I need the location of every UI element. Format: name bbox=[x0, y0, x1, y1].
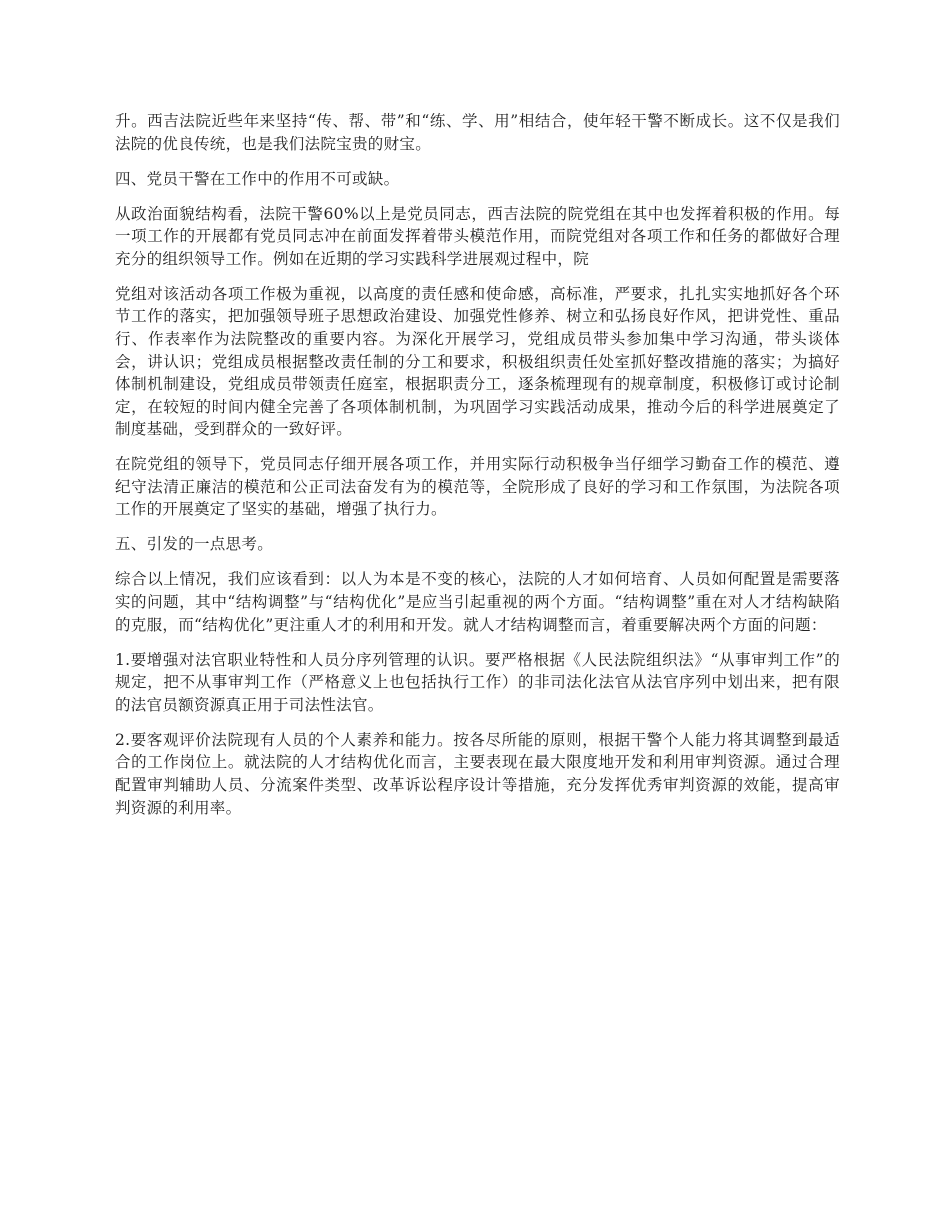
paragraph-talent-tradition: 升。西吉法院近些年来坚持“传、帮、带”和“练、学、用”相结合，使年轻干警不断成长。这不仅是我们法院的优良传统，也是我们法院宝贵的财宝。 bbox=[115, 112, 840, 153]
paragraph-reflection: 综合以上情况，我们应该看到：以人为本是不变的核心，法院的人才如何培育、人员如何配置是需要落实的问题，其中“结构调整”与“结构优化”是应当引起重视的两个方面。“结构调整”重在对人才结构缺陷的克服，而“结构优化”更注重人才的利用和开发。就人才结构调整而言，着重要解决两个方面的问题： bbox=[115, 570, 840, 634]
paragraph-party-group-work: 党组对该活动各项工作极为重视，以高度的责任感和使命感，高标准，严要求，扎扎实实地抓好各个环节工作的落实，把加强领导班子思想政治建设、加强党性修养、树立和弘扬良好作风，把讲党性、重品行、作表率作为法院整改的重要内容。为深化开展学习，党组成员带头参加集中学习沟通，带头谈体会，讲认识；党组成员根据整改责任制的分工和要求，积极组织责任处室抓好整改措施的落实；为搞好体制机制建设，党组成员带领责任庭室，根据职责分工，逐条梳理现有的规章制度，积极修订或讨论制定，在较短的时间内健全完善了各项体制机制，为巩固学习实践活动成果，推动今后的科学进展奠定了制度基础，受到群众的一致好评。 bbox=[115, 284, 840, 439]
list-item-two: 2.要客观评价法院现有人员的个人素养和能力。按各尽所能的原则，根据干警个人能力将其调整到最适合的工作岗位上。就法院的人才结构优化而言，主要表现在最大限度地开发和利用审判资源。通过合理配置审判辅助人员、分流案件类型、改革诉讼程序设计等措施，充分发挥优秀审判资源的效能，提高审判资源的利用率。 bbox=[115, 730, 840, 817]
paragraph-party-structure: 从政治面貌结构看，法院干警60%以上是党员同志，西吉法院的院党组在其中也发挥着积极的作用。每一项工作的开展都有党员同志冲在前面发挥着带头模范作用，而院党组对各项工作和任务的都做好合理充分的组织领导工作。例如在近期的学习实践科学进展观过程中，院 bbox=[115, 204, 840, 268]
paragraph-party-leadership: 在院党组的领导下，党员同志仔细开展各项工作，并用实际行动积极争当仔细学习勤奋工作的模范、遵纪守法清正廉洁的模范和公正司法奋发有为的模范等，全院形成了良好的学习和工作氛围，为法院各项工作的开展奠定了坚实的基础，增强了执行力。 bbox=[115, 455, 840, 519]
section-heading-four: 四、党员干警在工作中的作用不可或缺。 bbox=[115, 169, 400, 188]
section-heading-five: 五、引发的一点思考。 bbox=[115, 535, 274, 554]
document-page bbox=[115, 110, 840, 832]
list-item-one: 1.要增强对法官职业特性和人员分序列管理的认识。要严格根据《人民法院组织法》“从事审判工作”的规定，把不从事审判工作（严格意义上也包括执行工作）的非司法化法官从法官序列中划出来，把有限的法官员额资源真正用于司法性法官。 bbox=[115, 650, 840, 714]
